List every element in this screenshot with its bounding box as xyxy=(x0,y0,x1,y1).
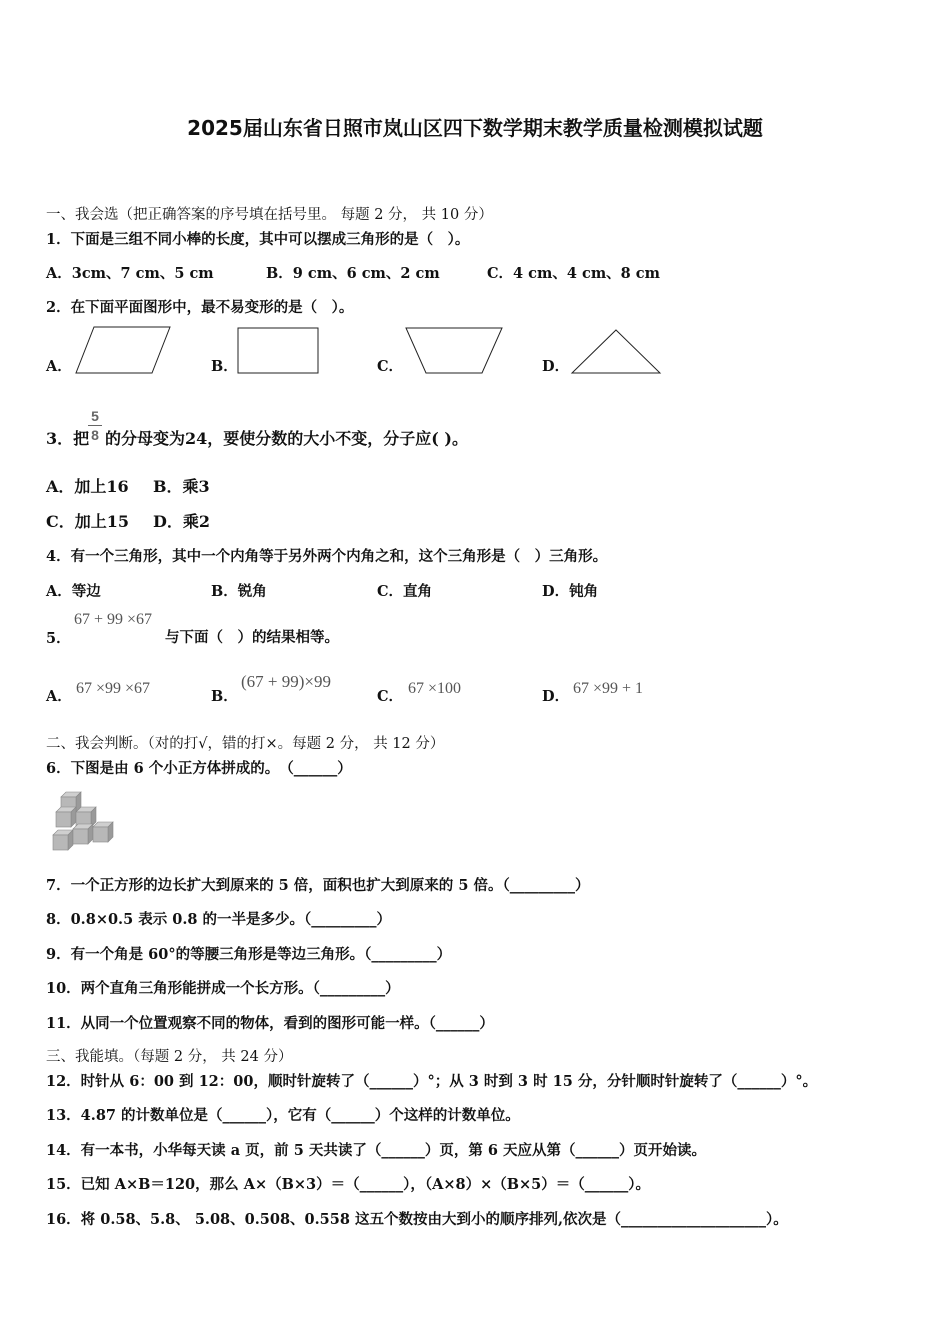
q1-option-a[interactable]: A．3cm、7 cm、5 cm xyxy=(46,265,214,282)
fraction-numerator: 5 xyxy=(91,408,99,424)
question-1: 1．下面是三组不同小棒的长度，其中可以摆成三角形的是（ ）。 xyxy=(46,231,470,248)
trapezoid-shape xyxy=(404,326,504,376)
q5-option-b-expr: (67 + 99)×99 xyxy=(241,672,331,691)
cube-stack-figure xyxy=(52,790,118,852)
question-8: 8．0.8×0.5 表示 0.8 的一半是多少。（_________） xyxy=(46,911,392,928)
q3-option-d[interactable]: D．乘2 xyxy=(153,512,211,531)
question-13: 13．4.87 的计数单位是（______），它有（______）个这样的计数单位。 xyxy=(46,1107,520,1124)
q5-option-b[interactable]: B． xyxy=(211,688,238,705)
parallelogram-shape xyxy=(74,325,172,375)
fraction-denominator: 8 xyxy=(91,427,99,443)
question-3-suffix: 的分母变为24，要使分数的大小不变，分子应( )。 xyxy=(105,429,468,448)
q4-option-a[interactable]: A．等边 xyxy=(46,583,101,600)
q5-option-c-expr: 67 ×100 xyxy=(408,680,462,697)
question-16: 16．将 0.58、5.8、 5.08、0.508、0.558 这五个数按由大到小的顺序排列,依次是（____________________）。 xyxy=(46,1211,788,1228)
q3-option-c[interactable]: C．加上15 xyxy=(46,512,130,531)
q5-option-c[interactable]: C． xyxy=(377,688,404,705)
q3-option-b[interactable]: B．乘3 xyxy=(153,477,210,496)
q1-option-b[interactable]: B．9 cm、6 cm、2 cm xyxy=(266,265,440,282)
fraction-five-eighths xyxy=(86,408,104,443)
q5-expression: 67 + 99 ×67 xyxy=(74,611,153,628)
q2-option-a[interactable]: A． xyxy=(46,358,72,375)
fraction-bar xyxy=(88,425,102,426)
question-2: 2．在下面平面图形中，最不易变形的是（ ）。 xyxy=(46,299,354,316)
page-title: 2025届山东省日照市岚山区四下数学期末教学质量检测模拟试题 xyxy=(187,116,763,140)
question-4: 4．有一个三角形，其中一个内角等于另外两个内角之和，这个三角形是（ ）三角形。 xyxy=(46,548,608,565)
rectangle-shape xyxy=(237,327,321,375)
question-7: 7．一个正方形的边长扩大到原来的 5 倍，面积也扩大到原来的 5 倍。（_________） xyxy=(46,877,590,894)
q4-option-b[interactable]: B．锐角 xyxy=(211,583,267,600)
section-3-heading: 三、我能填。（每题 2 分， 共 24 分） xyxy=(46,1049,293,1065)
question-11: 11．从同一个位置观察不同的物体，看到的图形可能一样。（______） xyxy=(46,1015,494,1032)
triangle-shape xyxy=(570,328,664,376)
q5-option-a-expr: 67 ×99 ×67 xyxy=(76,680,151,697)
q2-option-b[interactable]: B． xyxy=(211,358,238,375)
q5-option-a[interactable]: A． xyxy=(46,688,72,705)
question-14: 14．有一本书，小华每天读 a 页，前 5 天共读了（______）页，第 6 天应从第（______）页开始读。 xyxy=(46,1142,707,1159)
question-5-text: 与下面（ ）的结果相等。 xyxy=(165,629,339,646)
q3-option-a[interactable]: A．加上16 xyxy=(46,477,129,496)
q2-option-c[interactable]: C． xyxy=(377,358,404,375)
section-2-heading: 二、我会判断。（对的打√，错的打×。每题 2 分， 共 12 分） xyxy=(46,736,445,752)
question-10: 10．两个直角三角形能拼成一个长方形。（_________） xyxy=(46,980,400,997)
q5-option-d[interactable]: D． xyxy=(542,688,570,705)
question-3-prefix: 3．把 xyxy=(46,429,90,448)
question-12: 12．时针从 6：00 到 12：00，顺时针旋转了（______）°；从 3 时到 3 时 15 分，分针顺时针旋转了（______）°。 xyxy=(46,1073,818,1090)
q4-option-d[interactable]: D．钝角 xyxy=(542,583,599,600)
question-9: 9．有一个角是 60°的等腰三角形是等边三角形。（_________） xyxy=(46,946,452,963)
q5-option-d-expr: 67 ×99 + 1 xyxy=(573,680,644,697)
question-15: 15．已知 A×B＝120，那么 A×（B×3）＝（______），（A×8）×（B×5）＝（______）。 xyxy=(46,1176,650,1193)
q4-option-c[interactable]: C．直角 xyxy=(377,583,433,600)
q1-option-c[interactable]: C．4 cm、4 cm、8 cm xyxy=(487,265,660,282)
section-1-heading: 一、我会选（把正确答案的序号填在括号里。 每题 2 分， 共 10 分） xyxy=(46,207,493,223)
question-6: 6．下图是由 6 个小正方体拼成的。 （______） xyxy=(46,760,352,777)
q2-option-d[interactable]: D． xyxy=(542,358,570,375)
question-5-number: 5． xyxy=(46,630,71,647)
